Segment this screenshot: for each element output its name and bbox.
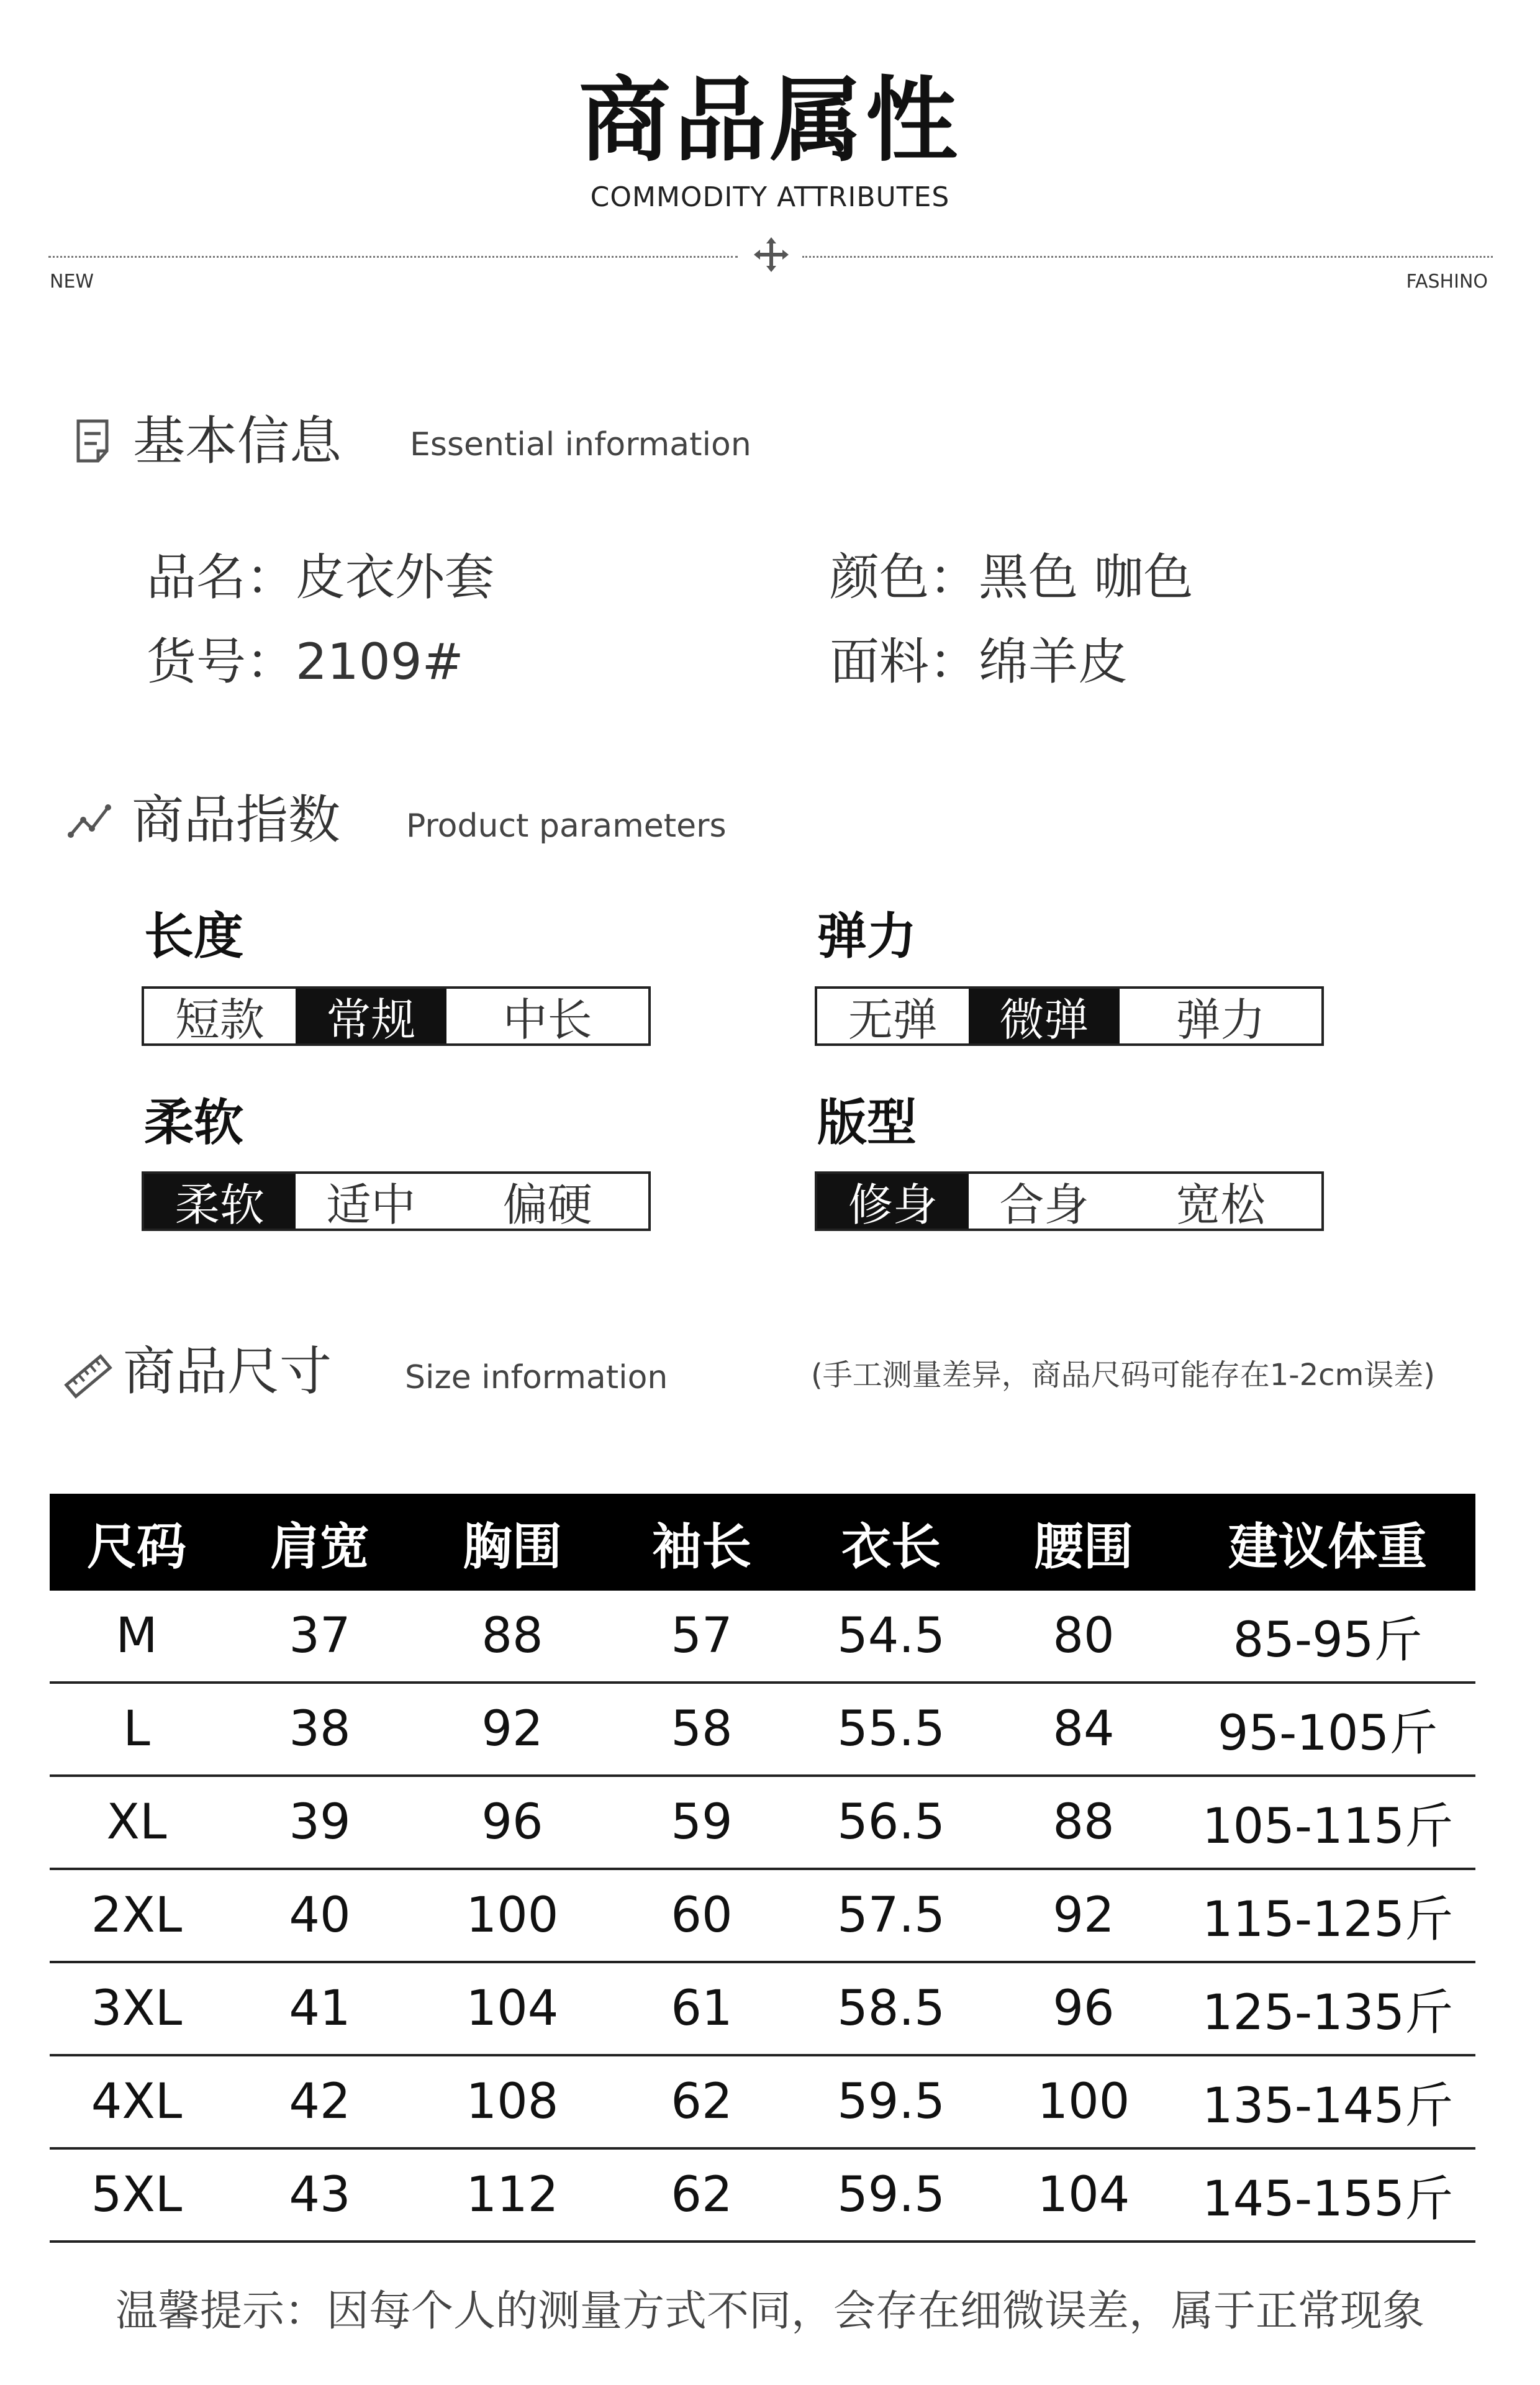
section-subtitle-params: Product parameters (406, 807, 727, 845)
table-cell: 100 (1037, 2074, 1130, 2130)
table-cell: 145-155斤 (1202, 2171, 1453, 2227)
info-label: 颜色： (830, 548, 979, 606)
column-header: 胸围 (463, 1517, 562, 1576)
param-title-elasticity: 弹力 (817, 907, 917, 965)
size-table-header (50, 1494, 1475, 1591)
info-label: 品名： (147, 548, 296, 606)
info-value: 皮衣外套 (296, 548, 494, 606)
info-value: 2109# (296, 633, 464, 691)
section-subtitle-basic: Essential information (410, 426, 751, 463)
param-options-length (142, 986, 651, 1046)
param-option-selected: 修身 (817, 1174, 969, 1229)
corner-label-left: NEW (50, 271, 94, 293)
table-cell: 100 (466, 1888, 559, 1943)
table-cell: 95-105斤 (1217, 1706, 1438, 1761)
table-cell: 62 (671, 2167, 733, 2223)
info-label: 面料： (830, 633, 979, 691)
table-cell: 84 (1053, 1701, 1115, 1757)
param-option-selected: 微弹 (969, 989, 1120, 1043)
param-option-selected: 常规 (296, 989, 447, 1043)
param-option: 中长 (502, 994, 592, 1046)
column-header: 腰围 (1034, 1517, 1133, 1576)
table-row (50, 1963, 1475, 2056)
section-title-size: 商品尺寸 (123, 1341, 332, 1402)
table-cell: 96 (481, 1794, 543, 1850)
size-table (50, 1494, 1475, 2243)
table-cell: 3XL (91, 1981, 183, 2037)
page-subtitle: COMMODITY ATTRIBUTES (590, 181, 950, 213)
table-cell: L (123, 1701, 150, 1757)
info-item-color (830, 548, 1194, 606)
table-cell: 37 (289, 1608, 351, 1664)
table-cell: 92 (1053, 1888, 1115, 1943)
table-cell: 57.5 (837, 1888, 945, 1943)
table-cell: 54.5 (837, 1608, 945, 1664)
info-value: 绵羊皮 (979, 633, 1128, 691)
table-cell: 40 (289, 1888, 351, 1943)
param-option: 弹力 (1175, 994, 1266, 1046)
table-cell: 104 (466, 1981, 559, 2037)
table-cell: 80 (1053, 1608, 1115, 1664)
table-cell: 59.5 (837, 2074, 945, 2130)
table-cell: 88 (1053, 1794, 1115, 1850)
table-cell: 4XL (91, 2074, 183, 2130)
info-item-sku (147, 633, 464, 691)
table-cell: 60 (671, 1888, 733, 1943)
param-option: 合身 (999, 1179, 1089, 1231)
divider-right (802, 256, 1493, 258)
param-options-fit (815, 1171, 1324, 1231)
column-header: 袖长 (652, 1517, 751, 1576)
table-row (50, 2056, 1475, 2150)
param-title-softness: 柔软 (144, 1094, 243, 1152)
footer-tip: 温馨提示：因每个人的测量方式不同，会存在细微误差，属于正常现象 (115, 2287, 1424, 2336)
size-measurement-note: (手工测量差异，商品尺码可能存在1-2cm误差) (811, 1358, 1436, 1392)
param-option: 无弹 (848, 994, 938, 1046)
table-cell: 104 (1037, 2167, 1130, 2223)
column-header: 尺码 (87, 1517, 186, 1576)
table-cell: 58.5 (837, 1981, 945, 2037)
table-cell: 88 (481, 1608, 543, 1664)
table-cell: 135-145斤 (1202, 2078, 1453, 2134)
table-cell: 115-125斤 (1202, 1892, 1453, 1948)
divider-left (48, 256, 738, 258)
table-row (50, 1777, 1475, 1870)
param-option-selected: 柔软 (144, 1174, 296, 1229)
table-cell: 62 (671, 2074, 733, 2130)
column-header: 衣长 (841, 1517, 941, 1576)
four-way-arrow-icon (754, 237, 789, 272)
table-cell: 61 (671, 1981, 733, 2037)
param-option: 适中 (326, 1179, 416, 1231)
table-row (50, 1684, 1475, 1777)
table-cell: 112 (466, 2167, 559, 2223)
param-title-length: 长度 (144, 907, 243, 965)
table-cell: 58 (671, 1701, 733, 1757)
table-cell: 96 (1053, 1981, 1115, 2037)
trend-line-icon (67, 796, 117, 846)
table-cell: 5XL (91, 2167, 183, 2223)
info-item-fabric (830, 633, 1128, 691)
table-cell: 42 (289, 2074, 351, 2130)
table-cell: 92 (481, 1701, 543, 1757)
column-header: 建议体重 (1228, 1517, 1427, 1576)
table-cell: XL (106, 1794, 167, 1850)
ruler-icon (63, 1352, 113, 1401)
table-cell: 38 (289, 1701, 351, 1757)
table-cell: 105-115斤 (1202, 1799, 1453, 1855)
table-row (50, 1870, 1475, 1963)
info-value: 黑色 咖色 (979, 548, 1194, 606)
column-header: 肩宽 (270, 1517, 369, 1576)
param-option: 宽松 (1175, 1179, 1266, 1231)
param-options-elasticity (815, 986, 1324, 1046)
table-cell: 59 (671, 1794, 733, 1850)
table-cell: 85-95斤 (1233, 1612, 1423, 1668)
param-option: 偏硬 (502, 1179, 592, 1231)
table-cell: M (116, 1608, 158, 1664)
section-title-basic: 基本信息 (133, 411, 342, 471)
table-row (50, 1591, 1475, 1684)
param-title-fit: 版型 (817, 1094, 917, 1152)
table-cell: 56.5 (837, 1794, 945, 1850)
corner-label-right: FASHINO (1406, 271, 1488, 293)
table-cell: 125-135斤 (1202, 1985, 1453, 2041)
table-cell: 41 (289, 1981, 351, 2037)
document-icon (70, 416, 119, 466)
table-cell: 55.5 (837, 1701, 945, 1757)
section-title-params: 商品指数 (132, 789, 341, 850)
param-options-softness (142, 1171, 651, 1231)
page-title: 商品属性 (579, 67, 961, 174)
info-label: 货号： (147, 633, 296, 691)
table-cell: 59.5 (837, 2167, 945, 2223)
param-option: 短款 (174, 994, 265, 1046)
section-subtitle-size: Size information (405, 1359, 668, 1396)
table-cell: 108 (466, 2074, 559, 2130)
table-cell: 43 (289, 2167, 351, 2223)
table-cell: 39 (289, 1794, 351, 1850)
info-item-name (147, 548, 494, 606)
table-cell: 2XL (91, 1888, 183, 1943)
table-cell: 57 (671, 1608, 733, 1664)
table-row (50, 2150, 1475, 2243)
